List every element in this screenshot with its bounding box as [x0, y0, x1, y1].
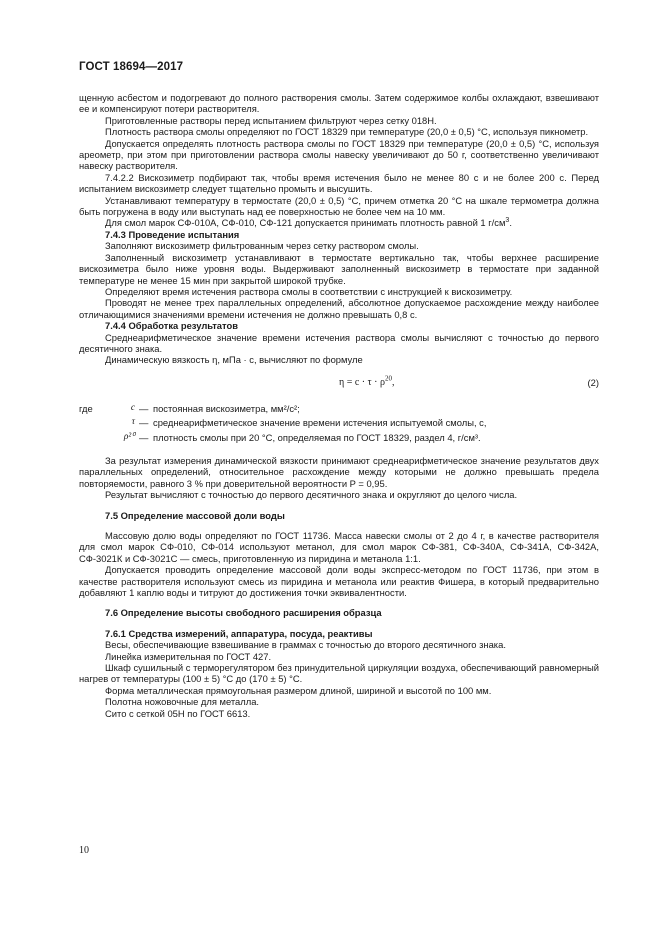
- paragraph: Допускается определять плотность раствора смолы по ГОСТ 18329 при температуре (20,0 ± 0,5) °С, используя ареометр, при этом при приготовлении раствора смолы навеску увеличивают до 50 г, соответственно увеличивают навеску растворителя.: [79, 137, 599, 172]
- paragraph: За результат измерения динамической вязкости принимают среднеарифметическое значение результатов двух параллельных определений, относительное расхождение между которыми не должно превышать предела повторяемости, равного 3 % при доверительной вероятности P = 0,95.: [79, 454, 599, 489]
- paragraph-density: Для смол марок СФ-010А, СФ-010, СФ-121 допускается принимать плотность равной 1 $г/см^3$.: [105, 217, 512, 229]
- paragraph: Шкаф сушильный с терморегулятором без принудительной циркуляции воздуха, обеспечивающий равномерный нагрев от температуры (100 ± 5) °С до (170 ± 5) °С.: [79, 662, 599, 685]
- section-heading: 7.6 Определение высоты свободного расширения образца: [105, 607, 382, 619]
- legend-row: где c — постоянная вискозиметра, мм²/с²;: [79, 402, 300, 414]
- formula: [79, 374, 599, 391]
- paragraph: Массовую долю воды определяют по ГОСТ 11736. Масса навески смолы от 2 до 4 г, в качестве растворителя для смол марок СФ-010, СФ-014 используют метанол, для смол марок СФ-381, СФ-340А, СФ-341А, СФ-342А, СФ-3021К и СФ-3021С — смесь, приготовленную из пиридина и метанола 1:1.: [79, 530, 599, 564]
- legend-row: ρ²⁰ — плотность смолы при 20 °С, определяемая по ГОСТ 18329, раздел 4, г/см³.: [123, 431, 481, 443]
- formula-number: (2): [587, 376, 599, 388]
- paragraph: Форма металлическая прямоугольная размером длиной, шириной и высотой по 100 мм.: [105, 684, 492, 696]
- paragraph: Проводят не менее трех параллельных определений, абсолютное допускаемое расхождение между наиболее отличающимися значениями времени истечения не должно превышать 0,8 с.: [79, 297, 599, 320]
- paragraph-text: Для смол марок СФ-010А, СФ-010, СФ-121 допускается принимать плотность равной 1 г/см: [105, 217, 506, 229]
- paragraph: 7.4.2.2 Вискозиметр подбирают так, чтобы время истечения было не менее 80 с и не более 200 с. Перед испытанием вискозиметр следует тщательно промыть и высушить.: [79, 171, 599, 195]
- document-body: [79, 92, 599, 719]
- paragraph: Линейка измерительная по ГОСТ 427.: [105, 650, 272, 662]
- paragraph: Полотна ножовочные для металла.: [105, 696, 260, 708]
- standard-header: ГОСТ 18694—2017: [79, 61, 184, 73]
- page-number: 10: [79, 845, 89, 856]
- paragraph: Динамическую вязкость η, мПа · с, вычисляют по формуле: [105, 354, 363, 366]
- paragraph: Определяют время истечения раствора смолы в соответствии с инструкцией к вискозиметру.: [105, 285, 513, 297]
- subsection-heading: 7.6.1 Средства измерений, аппаратура, посуда, реактивы: [105, 627, 373, 639]
- paragraph: Заполненный вискозиметр устанавливают в термостате вертикально так, чтобы верхнее расширение вискозиметра было ниже уровня воды. Выдерживают заполненный вискозиметр в термостате при заданной температуре не менее 15 мин при закрытой широкой трубке.: [79, 251, 599, 286]
- paragraph: Устанавливают температуру в термостате (20,0 ± 0,5) °С, причем отметка 20 °С на шкале термометра должна быть погружена в воду или выступать над ее поверхностью не более чем на 10 мм.: [79, 194, 599, 218]
- section-heading: 7.4.3 Проведение испытания: [105, 228, 240, 240]
- paragraph: Среднеарифметическое значение времени истечения раствора смолы вычисляют с точностью до первого десятичного знака.: [79, 331, 599, 354]
- paragraph: Приготовленные растворы перед испытанием фильтруют через сетку 018Н.: [105, 114, 437, 126]
- formula-expression: $\eta = c \cdot \tau \cdot \rho^{20}$,: [339, 374, 395, 388]
- legend-row: τ — среднеарифметическое значение времени истечения испытуемой смолы, с,: [131, 417, 487, 429]
- section-heading: 7.4.4 Обработка результатов: [105, 320, 238, 332]
- paragraph: щенную асбестом и подогревают до полного растворения смолы. Затем содержимое колбы охлаждают, взвешивают ее и компенсируют потери растворителя.: [79, 92, 599, 115]
- paragraph: Плотность раствора смолы определяют по ГОСТ 18329 при температуре (20,0 ± 0,5) °С, используя пикнометр.: [105, 126, 589, 138]
- paragraph: Заполняют вискозиметр фильтрованным через сетку раствором смолы.: [105, 240, 419, 252]
- paragraph: Результат вычисляют с точностью до первого десятичного знака и округляют до целого числа.: [105, 489, 518, 501]
- paragraph: Сито с сеткой 05Н по ГОСТ 6613.: [105, 707, 251, 719]
- paragraph: Допускается проводить определение массовой доли воды экспресс-методом по ГОСТ 11736, при этом в качестве растворителя используют смесь из пиридина и метанола или реактив Фишера, в который предварительно добавляют 1 каплю воды и титруют до достижения точки эквивалентности.: [79, 564, 599, 599]
- formula-legend: [79, 403, 599, 443]
- section-heading: 7.5 Определение массовой доли воды: [105, 509, 285, 521]
- paragraph: Весы, обеспечивающие взвешивание в граммах с точностью до второго десятичного знака.: [105, 639, 506, 651]
